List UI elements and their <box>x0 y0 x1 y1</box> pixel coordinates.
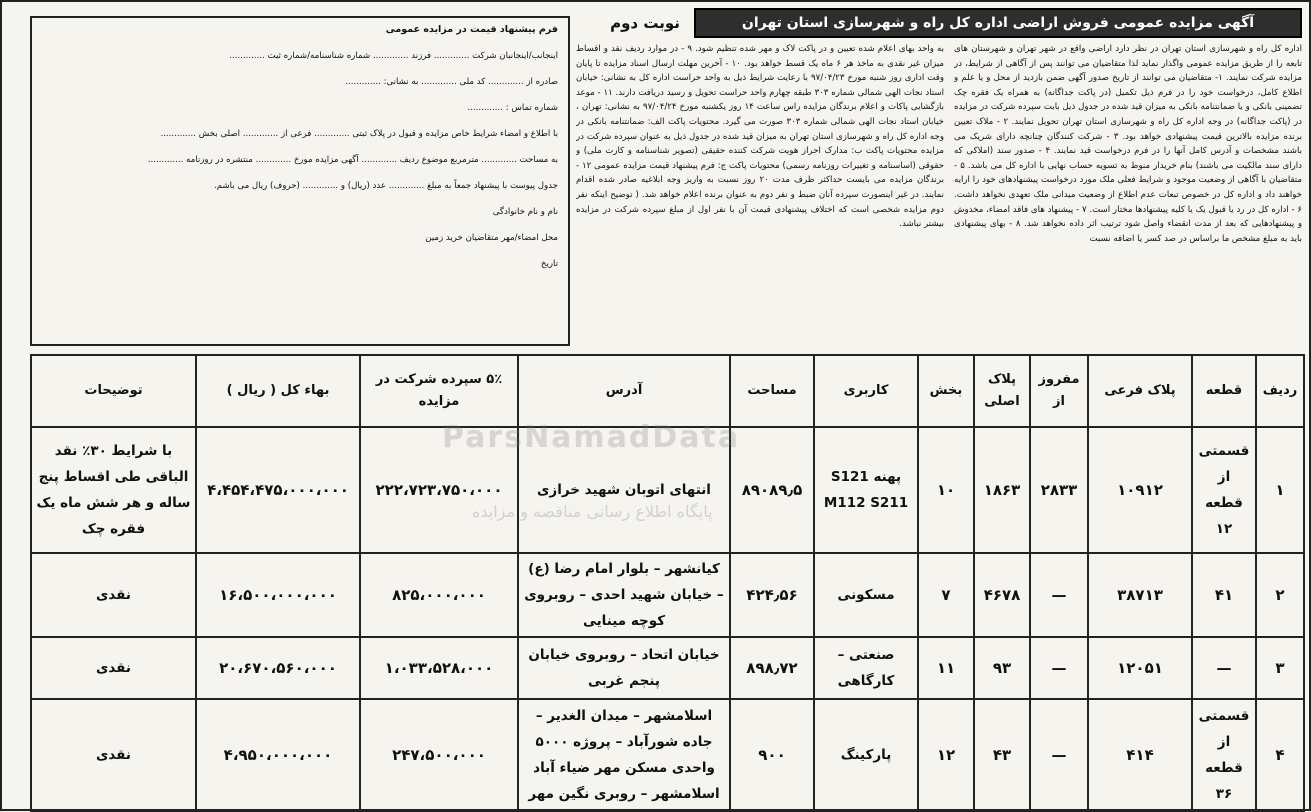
table-cell: ۴،۴۵۴،۴۷۵،۰۰۰،۰۰۰ <box>196 427 360 553</box>
table-cell: — <box>1030 553 1088 637</box>
table-cell: ۱۱ <box>918 637 974 699</box>
table-cell: مسکونی <box>814 553 918 637</box>
table-cell: ۸۹۰۸۹٫۵ <box>730 427 814 553</box>
header-cell: ردیف <box>1256 355 1304 427</box>
bid-form-line: تاریخ <box>540 259 558 269</box>
table-cell: انتهای اتوبان شهید خرازی <box>518 427 730 553</box>
table-cell: ۴۶۷۸ <box>974 553 1030 637</box>
ad-body-middle-text: به واحد بهای اعلام شده تعیین و در پاکت لاک و مهر شده تنظیم شود. ۹ - در موارد ردیف نقد و اقساط میزان غیر نقدی به ماخذ هر ۶ ماه یک قسط خواهد بود. ۱۰ - آخرین مهلت ارسال اسناد مزایده تا پایان وقت اداری روز شنبه مورخ ۹۷/۰۴/۲۳ با رعایت شرایط ذیل به واحد حراست اداره کل به نشانی: خیابان استاد نجات الهی شمالی شماره ۳۰۳ طبقه چهارم واحد حراست تحویل و رسید دریافت دارند. ۱۱ - موعد بازگشایی پاکات و اعلام برندگان مزایده راس ساعت ۱۴ روز یکشنبه مورخ ۹۷/۰۴/۲۴ به نشانی: تهران ، خیابان استاد نجات الهی شمالی شماره ۳۰۳ صورت می گیرد. محتویات پاکت الف: ضمانتنامه بانکی در وجه اداره کل راه و شهرسازی استان تهران به میزان قید شده در جدول ذیل به عنوان سپرده شرکت در مزایده محتویات پاکت ب: مدارک احراز هویت شرکت کننده حقیقی (تصویر شناسنامه و کارت ملی) و حقوقی (اساسنامه و تغییرات روزنامه رسمی) محتویات پاکت ج: فرم پیشنهاد قیمت مزایده عمومی ۱۲ - برندگان مزایده می بایست حداکثر ظرف مدت ۲۰ روز نسبت به واریز وجه ابلاغیه صادر شده اقدام نمایند. در غیر اینصورت سپرده آنان ضبط و نفر دوم به عنوان برنده اعلام خواهد شد. ( توضیح اینکه نفر دوم مزایده شخصی است که اختلاف پیشنهادی قیمت آن با نفر اول از مبلغ سپرده شرکت در مزایده بیشتر نباشد. <box>576 44 944 230</box>
table-cell: ۲۸۳۳ <box>1030 427 1088 553</box>
table-cell: پارکینگ <box>814 699 918 811</box>
table-cell: ۴۲۴٫۵۶ <box>730 553 814 637</box>
ad-body-right-text: اداره کل راه و شهرسازی استان تهران در نظر دارد اراضی واقع در شهر تهران و شهرستان های تابعه را از طریق مزایده عمومی واگذار نماید لذا متقاضیان می توانند پس از آگاهی از شرایط، در مزایده شرکت نمایند. ۱- متقاضیان می توانند از تاریخ صدور آگهی ضمن بازدید از محل و یا علم و اطلاع کامل، درخواست خود را در فرم ذیل تکمیل (در پاکت جداگانه) به همراه یک فقره چک تضمینی بانکی و یا ضمانتنامه بانکی به میزان قید شده در جدول ذیل بابت سپرده شرکت در مزایده در (پاکت جداگانه) در وجه اداره کل راه و شهرسازی استان تهران تحویل نمایند. ۲ - ملاک تعیین برنده مزایده بالاترین قیمت پیشنهادی خواهد بود. ۳ - شرکت کنندگان چنانچه دارای شریک می باشند مشخصات و آدرس کامل آنها را در فرم درخواست قید نمایند. ۴ - صدور سند (املاکی که دارای سند مالکیت می باشند) بنام خریدار منوط به تسویه حساب نهایی با اداره کل می باشد. ۵ - متقاضیان با آگاهی از وضعیت موجود و شرایط فعلی ملک مورد درخواست پیشنهادهای خود را ارایه خواهند داد و اداره کل در خصوص تبعات عدم اطلاع از وضعیت میدانی ملک تعهدی نخواهد داشت. ۶ - اداره کل در رد یا قبول یک یا کلیه پیشنهادها مختار است. ۷ - پیشنهاد های فاقد امضاء، مخدوش و پیشنهادهایی که بعد از مدت انقضاء واصل شود ترتیب اثر داده نخواهد شد. ۸ - بهای پیشنهادی باید به مبلغ مشخص ما براساس در صد کسر یا اضافه نسبت <box>954 44 1302 244</box>
table-cell: ۴،۹۵۰،۰۰۰،۰۰۰ <box>196 699 360 811</box>
header-cell: پلاک فرعی <box>1088 355 1192 427</box>
table-cell: قسمتی از قطعه ۳۶ <box>1192 699 1256 811</box>
table-cell: ۲۰،۶۷۰،۵۶۰،۰۰۰ <box>196 637 360 699</box>
table-cell: ۲ <box>1256 553 1304 637</box>
ad-body-right-column <box>954 42 1302 347</box>
watermark-subtitle: پایگاه اطلاع رسانی مناقصه و مزایده <box>472 502 713 521</box>
bid-form-line: نام و نام خانوادگی <box>492 207 558 217</box>
table-cell: ۱۸۶۳ <box>974 427 1030 553</box>
bid-form <box>30 16 570 346</box>
table-row <box>31 553 1304 637</box>
header-cell: بخش <box>918 355 974 427</box>
header-cell: کاربری <box>814 355 918 427</box>
table-cell: ۱۰ <box>918 427 974 553</box>
header-cell: توضیحات <box>31 355 196 427</box>
table-cell: ۱ <box>1256 427 1304 553</box>
table-cell: ۱۰۹۱۲ <box>1088 427 1192 553</box>
table-header-row <box>31 355 1304 427</box>
table-cell: — <box>1192 637 1256 699</box>
publication-round: نوبت دوم <box>610 14 680 32</box>
bid-form-line: صادره از ............. کد ملی ............. به نشانی: ............. <box>345 77 558 87</box>
table-cell: ۳ <box>1256 637 1304 699</box>
bid-form-line: به مساحت ............. مترمربع موضوع ردیف ............. آگهی مزایده مورخ ............. منتشره در روزنامه ............. <box>147 155 558 165</box>
table-cell: ۹۰۰ <box>730 699 814 811</box>
table-cell: ۴۳ <box>974 699 1030 811</box>
ad-title: آگهی مزایده عمومی فروش اراضی اداره کل راه و شهرسازی استان تهران <box>694 8 1302 38</box>
table-cell: ۲۲۲،۷۲۳،۷۵۰،۰۰۰ <box>360 427 518 553</box>
table-cell: ۱۶،۵۰۰،۰۰۰،۰۰۰ <box>196 553 360 637</box>
bid-form-line: محل امضاء/مهر متقاضیان خرید زمین <box>425 233 558 243</box>
table-cell: صنعتی – کارگاهی <box>814 637 918 699</box>
table-row <box>31 427 1304 553</box>
table-cell: ۸۲۵،۰۰۰،۰۰۰ <box>360 553 518 637</box>
table-cell: ۴۱۴ <box>1088 699 1192 811</box>
header-cell: بهاء کل ( ریال ) <box>196 355 360 427</box>
table-cell: ۱،۰۳۳،۵۲۸،۰۰۰ <box>360 637 518 699</box>
table-cell: ۴۱ <box>1192 553 1256 637</box>
bid-form-title: فرم پیشنهاد قیمت در مزایده عمومی <box>385 24 558 35</box>
header-cell: مساحت <box>730 355 814 427</box>
table-cell: ۳۸۷۱۳ <box>1088 553 1192 637</box>
table-cell: پهنه S121 M112 S211 <box>814 427 918 553</box>
table-cell: ۷ <box>918 553 974 637</box>
property-table <box>30 354 1305 812</box>
table-cell: ۱۲۰۵۱ <box>1088 637 1192 699</box>
table-cell: ۴ <box>1256 699 1304 811</box>
table-cell: — <box>1030 699 1088 811</box>
bid-form-line: با اطلاع و امضاء شرایط خاص مزایده و قبول در پلاک ثبتی ............. فرعی از ............. اصلی بخش ............. <box>160 129 558 139</box>
table-cell: قسمتی از قطعه ۱۲ <box>1192 427 1256 553</box>
header-cell: ۵٪ سپرده شرکت در مزایده <box>360 355 518 427</box>
table-cell: ۲۴۷،۵۰۰،۰۰۰ <box>360 699 518 811</box>
header-cell: آدرس <box>518 355 730 427</box>
table-row <box>31 699 1304 811</box>
ad-body-middle-column <box>576 42 944 347</box>
table-cell: اسلامشهر – میدان الغدیر – جاده شورآباد – پروژه ۵۰۰۰ واحدی مسکن مهر ضیاء آباد اسلامشهر – روبری نگین مهر <box>518 699 730 811</box>
table-cell: نقدی <box>31 553 196 637</box>
table-row <box>31 637 1304 699</box>
bid-form-line: اینجانب/اینجانبان شرکت ............. فرزند ............. شماره شناسنامه/شماره ثبت ............. <box>229 51 558 61</box>
table-cell: کیانشهر – بلوار امام رضا (ع) – خیابان شهید احدی – روبروی کوچه مینایی <box>518 553 730 637</box>
table-cell: با شرایط ۳۰٪ نقد الباقی طی اقساط پنج ساله و هر شش ماه یک فقره چک <box>31 427 196 553</box>
table-cell: ۹۳ <box>974 637 1030 699</box>
header-cell: پلاک اصلی <box>974 355 1030 427</box>
bid-form-line: شماره تماس : ............. <box>467 103 558 113</box>
table-cell: ۸۹۸٫۷۲ <box>730 637 814 699</box>
header-cell: مفروز از <box>1030 355 1088 427</box>
watermark-brand: ParsNamadData <box>442 420 741 455</box>
table-cell: نقدی <box>31 637 196 699</box>
table-cell: ۱۲ <box>918 699 974 811</box>
header-cell: قطعه <box>1192 355 1256 427</box>
table-cell: — <box>1030 637 1088 699</box>
bid-form-line: جدول پیوست با پیشنهاد جمعاً به مبلغ ............. عدد (ریال) و ............. (حروف) ریال می باشم. <box>214 181 558 191</box>
table-cell: خیابان اتحاد – روبروی خیابان پنجم غربی <box>518 637 730 699</box>
table-cell: نقدی <box>31 699 196 811</box>
